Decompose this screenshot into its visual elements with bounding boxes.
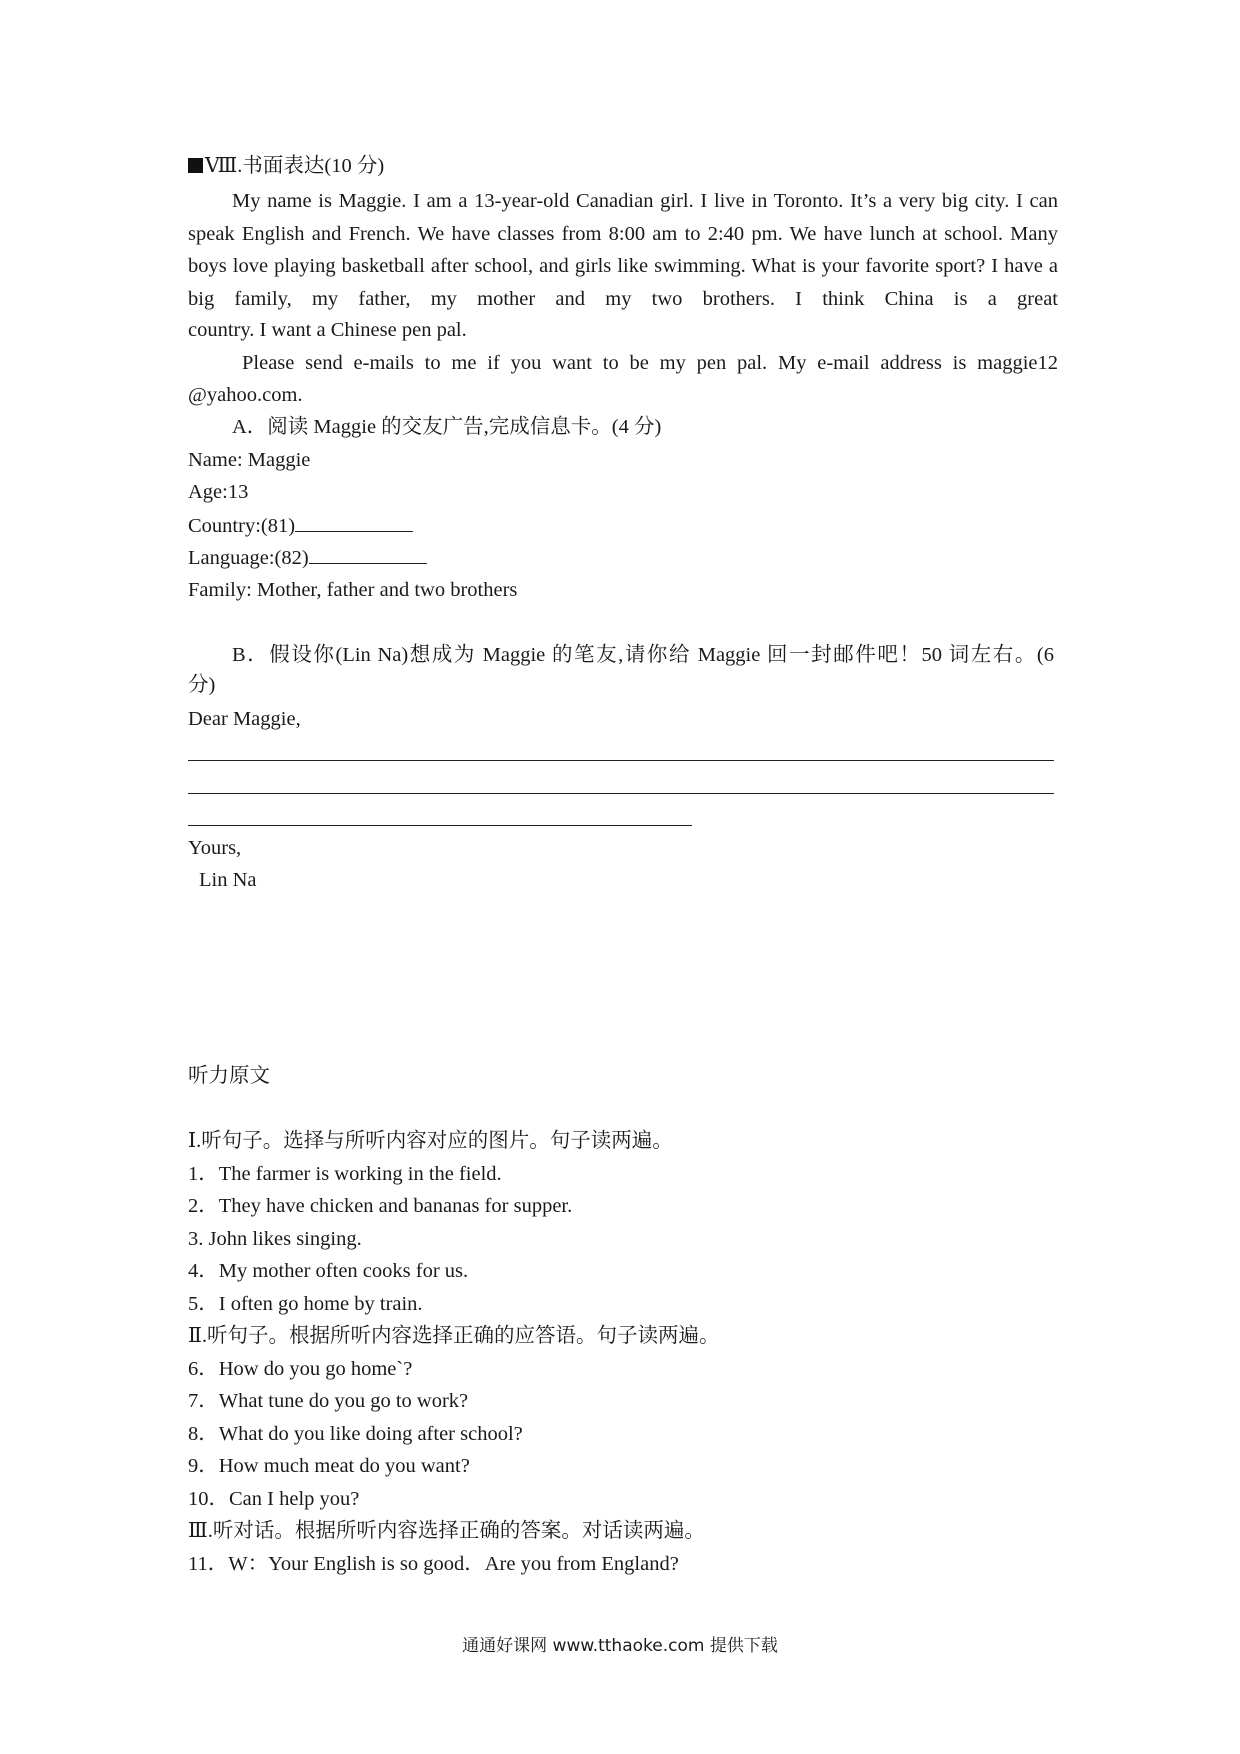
list-item: 3. John likes singing. <box>188 1228 362 1250</box>
writing-line-3[interactable] <box>188 825 692 826</box>
card-language: Language:(82) <box>188 543 427 572</box>
page-footer: 通通好课网 www.tthaoke.com 提供下载 <box>462 1636 778 1656</box>
list-item: 9．How much meat do you want? <box>188 1455 470 1477</box>
list-item: 1．The farmer is working in the field. <box>188 1163 502 1185</box>
writing-line-1[interactable] <box>188 760 1054 761</box>
part2-heading: Ⅱ.听句子。根据所听内容选择正确的应答语。句子读两遍。 <box>188 1325 720 1347</box>
square-bullet-icon <box>188 158 203 173</box>
list-item: 2．They have chicken and bananas for supper. <box>188 1195 573 1217</box>
passage-p2-last-line: @yahoo.com. <box>188 384 303 406</box>
list-item: 6．How do you go home`? <box>188 1358 413 1380</box>
signature: Lin Na <box>199 869 257 891</box>
part-b-title: B．假设你(Lin Na)想成为 Maggie 的笔友,请你给 Maggie 回一封邮件吧！50 词左右。(6 <box>232 644 1054 666</box>
card-family: Family: Mother, father and two brothers <box>188 579 518 601</box>
country-answer-blank[interactable] <box>295 511 413 532</box>
passage-paragraph-1 <box>188 185 1058 315</box>
closing: Yours, <box>188 837 242 859</box>
list-item: 11．W：Your English is so good．Are you from England? <box>188 1553 679 1575</box>
card-age: Age:13 <box>188 481 249 503</box>
writing-line-2[interactable] <box>188 793 1054 794</box>
part3-heading: Ⅲ.听对话。根据所听内容选择正确的答案。对话读两遍。 <box>188 1520 705 1542</box>
list-item: 5．I often go home by train. <box>188 1293 423 1315</box>
card-country: Country:(81) <box>188 511 413 540</box>
part1-heading: Ⅰ.听句子。选择与所听内容对应的图片。句子读两遍。 <box>188 1130 673 1152</box>
list-item: 10．Can I help you? <box>188 1488 360 1510</box>
language-answer-blank[interactable] <box>309 543 427 564</box>
passage-p1-last-line: country. I want a Chinese pen pal. <box>188 319 467 341</box>
passage-p1-text: My name is Maggie. I am a 13-year-old Canadian girl. I live in Toronto. It’s a very big city. I can speak English and French. We have classes from 8:00 am to 2:40 pm. We have lunch at school. Many boys love playing basketball after school, and girls like swimming. What is your favorite sport? I have a big family, my father, my mother and my two brothers. I think China is a great <box>188 190 1058 310</box>
salutation: Dear Maggie, <box>188 708 301 730</box>
list-item: 8．What do you like doing after school? <box>188 1423 523 1445</box>
section-heading: Ⅷ.书面表达(10 分) <box>188 152 384 180</box>
card-name: Name: Maggie <box>188 449 311 471</box>
passage-p2-text: Please send e-mails to me if you want to be my pen pal. My e-mail address is maggie12 <box>242 352 1058 374</box>
passage-paragraph-2 <box>188 347 1058 380</box>
list-item: 4．My mother often cooks for us. <box>188 1260 469 1282</box>
part-a-title: A．阅读 Maggie 的交友广告,完成信息卡。(4 分) <box>232 416 662 438</box>
part-b-title-cont: 分) <box>188 674 216 696</box>
list-item: 7．What tune do you go to work? <box>188 1390 469 1412</box>
listening-title: 听力原文 <box>188 1065 270 1087</box>
